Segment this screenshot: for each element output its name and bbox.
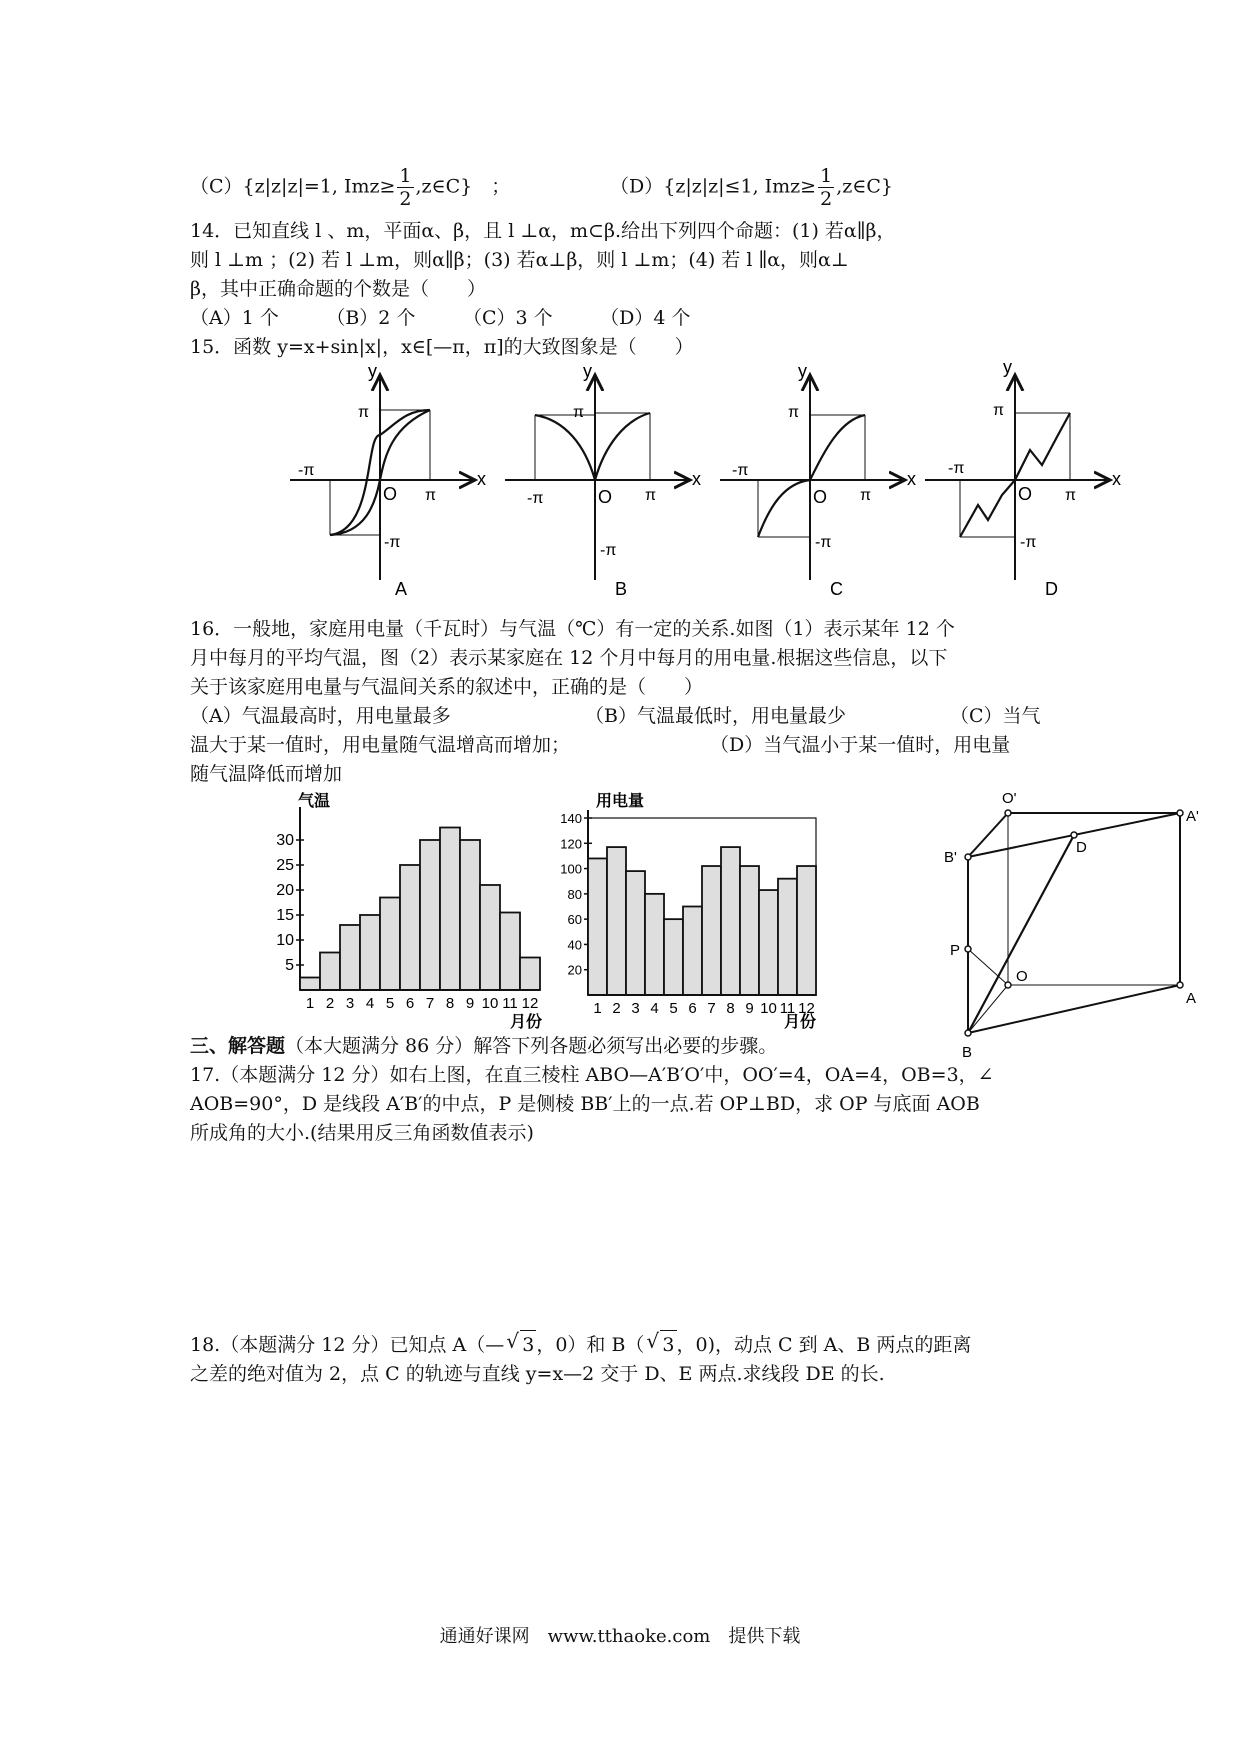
sqrt-three: √ 3: [520, 1330, 536, 1359]
origin-label: O: [383, 484, 398, 504]
label-a: A: [1186, 990, 1197, 1007]
y-tick-label: 20: [567, 962, 582, 978]
bar-month-7: [420, 840, 440, 990]
x-tick-label: 3: [345, 995, 355, 1012]
tick-pi-y: π: [993, 402, 1005, 419]
x-tick-label: 10: [481, 995, 499, 1012]
q16-line-3: 关于该家庭用电量与气温间关系的叙述中，正确的是（ ）: [190, 676, 704, 698]
x-tick-label: 7: [707, 1000, 716, 1017]
q16-option-c-end: 温大于某一值时，用电量随气温增高而增加；: [190, 734, 571, 756]
y-tick-label: 30: [276, 832, 294, 849]
y-tick-label: 40: [567, 937, 582, 953]
fraction-one-half: $\frac{1}{2}$: [820, 165, 833, 210]
q14-options: （A）1 个 （B）2 个 （C）3 个 （D）4 个: [190, 307, 691, 329]
x-tick-label: 9: [465, 995, 475, 1012]
bar-month-8: [440, 828, 460, 991]
x-tick-label: 10: [760, 1000, 777, 1017]
label-p: P: [950, 942, 961, 959]
x-tick-label: 6: [688, 1000, 697, 1017]
q16-option-d-start: （D）当气温小于某一值时，用电量: [710, 734, 1011, 756]
x-axis-label: x: [477, 469, 486, 489]
tick-pi-x: π: [860, 487, 872, 504]
y-axis-label: y: [583, 361, 592, 381]
bar-month-9: [740, 866, 759, 995]
origin-label: O: [1018, 484, 1033, 504]
bar-month-9: [460, 840, 480, 990]
x-axis-label: x: [692, 469, 701, 489]
tick-pi-x: π: [425, 487, 437, 504]
label-o-prime: O': [1002, 790, 1017, 807]
x-tick-label: 7: [425, 995, 435, 1012]
x-axis-label: x: [1112, 469, 1121, 489]
temperature-chart: [262, 790, 552, 1030]
y-tick-label: 20: [276, 882, 294, 899]
bar-month-10: [759, 890, 778, 995]
graph-label-d: D: [1045, 579, 1058, 599]
fraction-one-half: $\frac{1}{2}$: [399, 165, 412, 210]
x-tick-label: 1: [305, 995, 315, 1012]
label-o: O: [1016, 968, 1028, 985]
q15-graphs: [280, 355, 1140, 605]
x-tick-label: 11: [779, 1000, 796, 1017]
bar-month-1: [588, 858, 607, 995]
x-tick-label: 5: [669, 1000, 678, 1017]
q16-option-b: （B）气温最低时，用电量最少: [585, 705, 846, 727]
x-tick-label: 9: [745, 1000, 754, 1017]
bar-month-6: [683, 907, 702, 996]
y-tick-label: 5: [285, 957, 294, 974]
y-tick-label: 10: [276, 932, 294, 949]
x-tick-label: 2: [612, 1000, 621, 1017]
electricity-chart: [548, 790, 848, 1030]
x-tick-label: 11: [502, 995, 518, 1012]
tick-neg-pi-x: -π: [298, 462, 315, 479]
tick-neg-pi-y: -π: [1020, 534, 1037, 551]
x-tick-label: 4: [650, 1000, 659, 1017]
y-axis-label: y: [1003, 357, 1012, 377]
bar-month-3: [626, 871, 645, 995]
bar-month-1: [300, 978, 320, 991]
y-tick-label: 120: [560, 836, 582, 852]
x-tick-label: 1: [593, 1000, 602, 1017]
tick-neg-pi-y: -π: [815, 534, 832, 551]
y-tick-label: 25: [276, 857, 294, 874]
graph-b: [505, 361, 701, 599]
bar-month-2: [607, 847, 626, 995]
y-tick-label: 15: [276, 907, 294, 924]
q13-options: [190, 165, 510, 210]
bar-month-3: [340, 925, 360, 990]
graph-c: [720, 361, 916, 599]
q17-line-3: 所成角的大小.(结果用反三角函数值表示): [190, 1122, 534, 1144]
bar-month-4: [645, 894, 664, 995]
graph-label-a: A: [395, 579, 408, 599]
x-tick-label: 12: [798, 1000, 815, 1017]
label-d: D: [1076, 839, 1087, 856]
label-b: B: [962, 1044, 973, 1061]
graph-a: [290, 361, 486, 599]
q17-line-1: 17.（本题满分 12 分）如右上图，在直三棱柱 ABO—A′B′O′中，OO′=4，OA=4，OB=3，∠: [190, 1064, 994, 1086]
bar-month-2: [320, 953, 340, 991]
q16-line-1: 16．一般地，家庭用电量（千瓦时）与气温（℃）有一定的关系.如图（1）表示某年 12 个: [190, 618, 955, 640]
x-tick-label: 8: [726, 1000, 735, 1017]
q16-line-2: 月中每月的平均气温，图（2）表示某家庭在 12 个月中每月的用电量.根据这些信息，以下: [190, 647, 948, 669]
q13-option-d: （D）{z|z|z|≤1, Imz≥ $\frac{1}{2}$ ,z∈C}: [610, 165, 893, 210]
bar-month-5: [380, 898, 400, 991]
bar-month-11: [778, 879, 797, 995]
x-tick-label: 4: [365, 995, 375, 1012]
q17-line-2: AOB=90°，D 是线段 A′B′的中点，P 是侧棱 BB′上的一点.若 OP⊥BD，求 OP 与底面 AOB: [190, 1093, 980, 1115]
label-a-prime: A': [1186, 808, 1199, 825]
q16-option-d-end: 随气温降低而增加: [190, 763, 343, 785]
y-tick-label: 140: [560, 811, 582, 826]
tick-pi-y: π: [788, 404, 800, 421]
y-tick-label: 100: [560, 861, 582, 877]
bar-month-8: [721, 847, 740, 995]
chart1-ylabel: 气温: [298, 793, 331, 810]
bar-month-10: [480, 885, 500, 990]
bar-month-12: [797, 866, 816, 995]
bar-month-12: [520, 958, 540, 991]
q18-line-1: 18.（本题满分 12 分）已知点 A（—√ 3 ，0）和 B（√ 3 ，0)，动点 C 到 A、B 两点的距离: [190, 1330, 971, 1359]
x-tick-label: 8: [445, 995, 455, 1012]
q13-option-c-suffix: ,z∈C} ；: [415, 175, 511, 198]
bar-month-5: [664, 919, 683, 995]
bar-month-4: [360, 915, 380, 990]
prism-figure: [930, 785, 1220, 1065]
tick-neg-pi-x: -π: [527, 490, 544, 507]
tick-pi-y: π: [358, 404, 370, 421]
graph-d: [925, 357, 1121, 599]
origin-label: O: [598, 487, 613, 507]
q13-option-c-prefix: （C）{z|z|z|=1, Imz≥: [190, 175, 396, 198]
x-tick-label: 6: [405, 995, 415, 1012]
bar-month-6: [400, 865, 420, 990]
q14-line-2: 则 l ⊥m ；(2) 若 l ⊥m，则α∥β；(3) 若α⊥β，则 l ⊥m；(4) 若 l ∥α，则α⊥: [190, 249, 849, 271]
tick-neg-pi-y: -π: [384, 534, 401, 551]
label-b-prime: B': [944, 849, 957, 866]
tick-neg-pi-x: -π: [732, 462, 749, 479]
bar-month-11: [500, 913, 520, 991]
q14-line-3: β，其中正确命题的个数是（ ）: [190, 278, 486, 300]
chart1-xlabel: 月份: [510, 1014, 543, 1030]
y-axis-label: y: [798, 361, 807, 381]
y-tick-label: 80: [567, 886, 582, 902]
sqrt-three: √ 3: [660, 1330, 676, 1359]
chart2-xlabel: 月份: [784, 1014, 817, 1030]
graph-label-b: B: [615, 579, 628, 599]
x-tick-label: 12: [521, 995, 539, 1012]
tick-pi-x: π: [645, 487, 657, 504]
q18-line-2: 之差的绝对值为 2，点 C 的轨迹与直线 y=x—2 交于 D、E 两点.求线段 DE 的长.: [190, 1363, 885, 1385]
section-3-heading: 三、解答题（本大题满分 86 分）解答下列各题必须写出必要的步骤。: [190, 1035, 778, 1057]
y-tick-label: 60: [567, 912, 582, 928]
q16-option-c-start: （C）当气: [950, 705, 1041, 727]
tick-neg-pi-y: -π: [600, 542, 617, 559]
x-tick-label: 5: [385, 995, 395, 1012]
tick-pi-y: π: [573, 404, 585, 421]
tick-pi-x: π: [1065, 487, 1077, 504]
q16-option-a: （A）气温最高时，用电量最多: [190, 705, 451, 727]
q15-stem: 15．函数 y=x+sin|x|，x∈[—π，π]的大致图象是（ ）: [190, 336, 694, 358]
graph-label-c: C: [830, 579, 843, 599]
origin-label: O: [813, 487, 828, 507]
bar-month-7: [702, 866, 721, 995]
x-axis-label: x: [907, 469, 916, 489]
x-tick-label: 3: [631, 1000, 640, 1017]
chart2-ylabel: 用电量: [596, 793, 645, 810]
footer: 通通好课网 www.tthaoke.com 提供下载: [439, 1626, 801, 1647]
x-tick-label: 2: [325, 995, 335, 1012]
tick-neg-pi-x: -π: [948, 460, 965, 477]
q14-line-1: 14．已知直线 l 、m，平面α、β，且 l ⊥α，m⊂β.给出下列四个命题：(1) 若α∥β，: [190, 220, 896, 242]
y-axis-label: y: [368, 361, 377, 381]
